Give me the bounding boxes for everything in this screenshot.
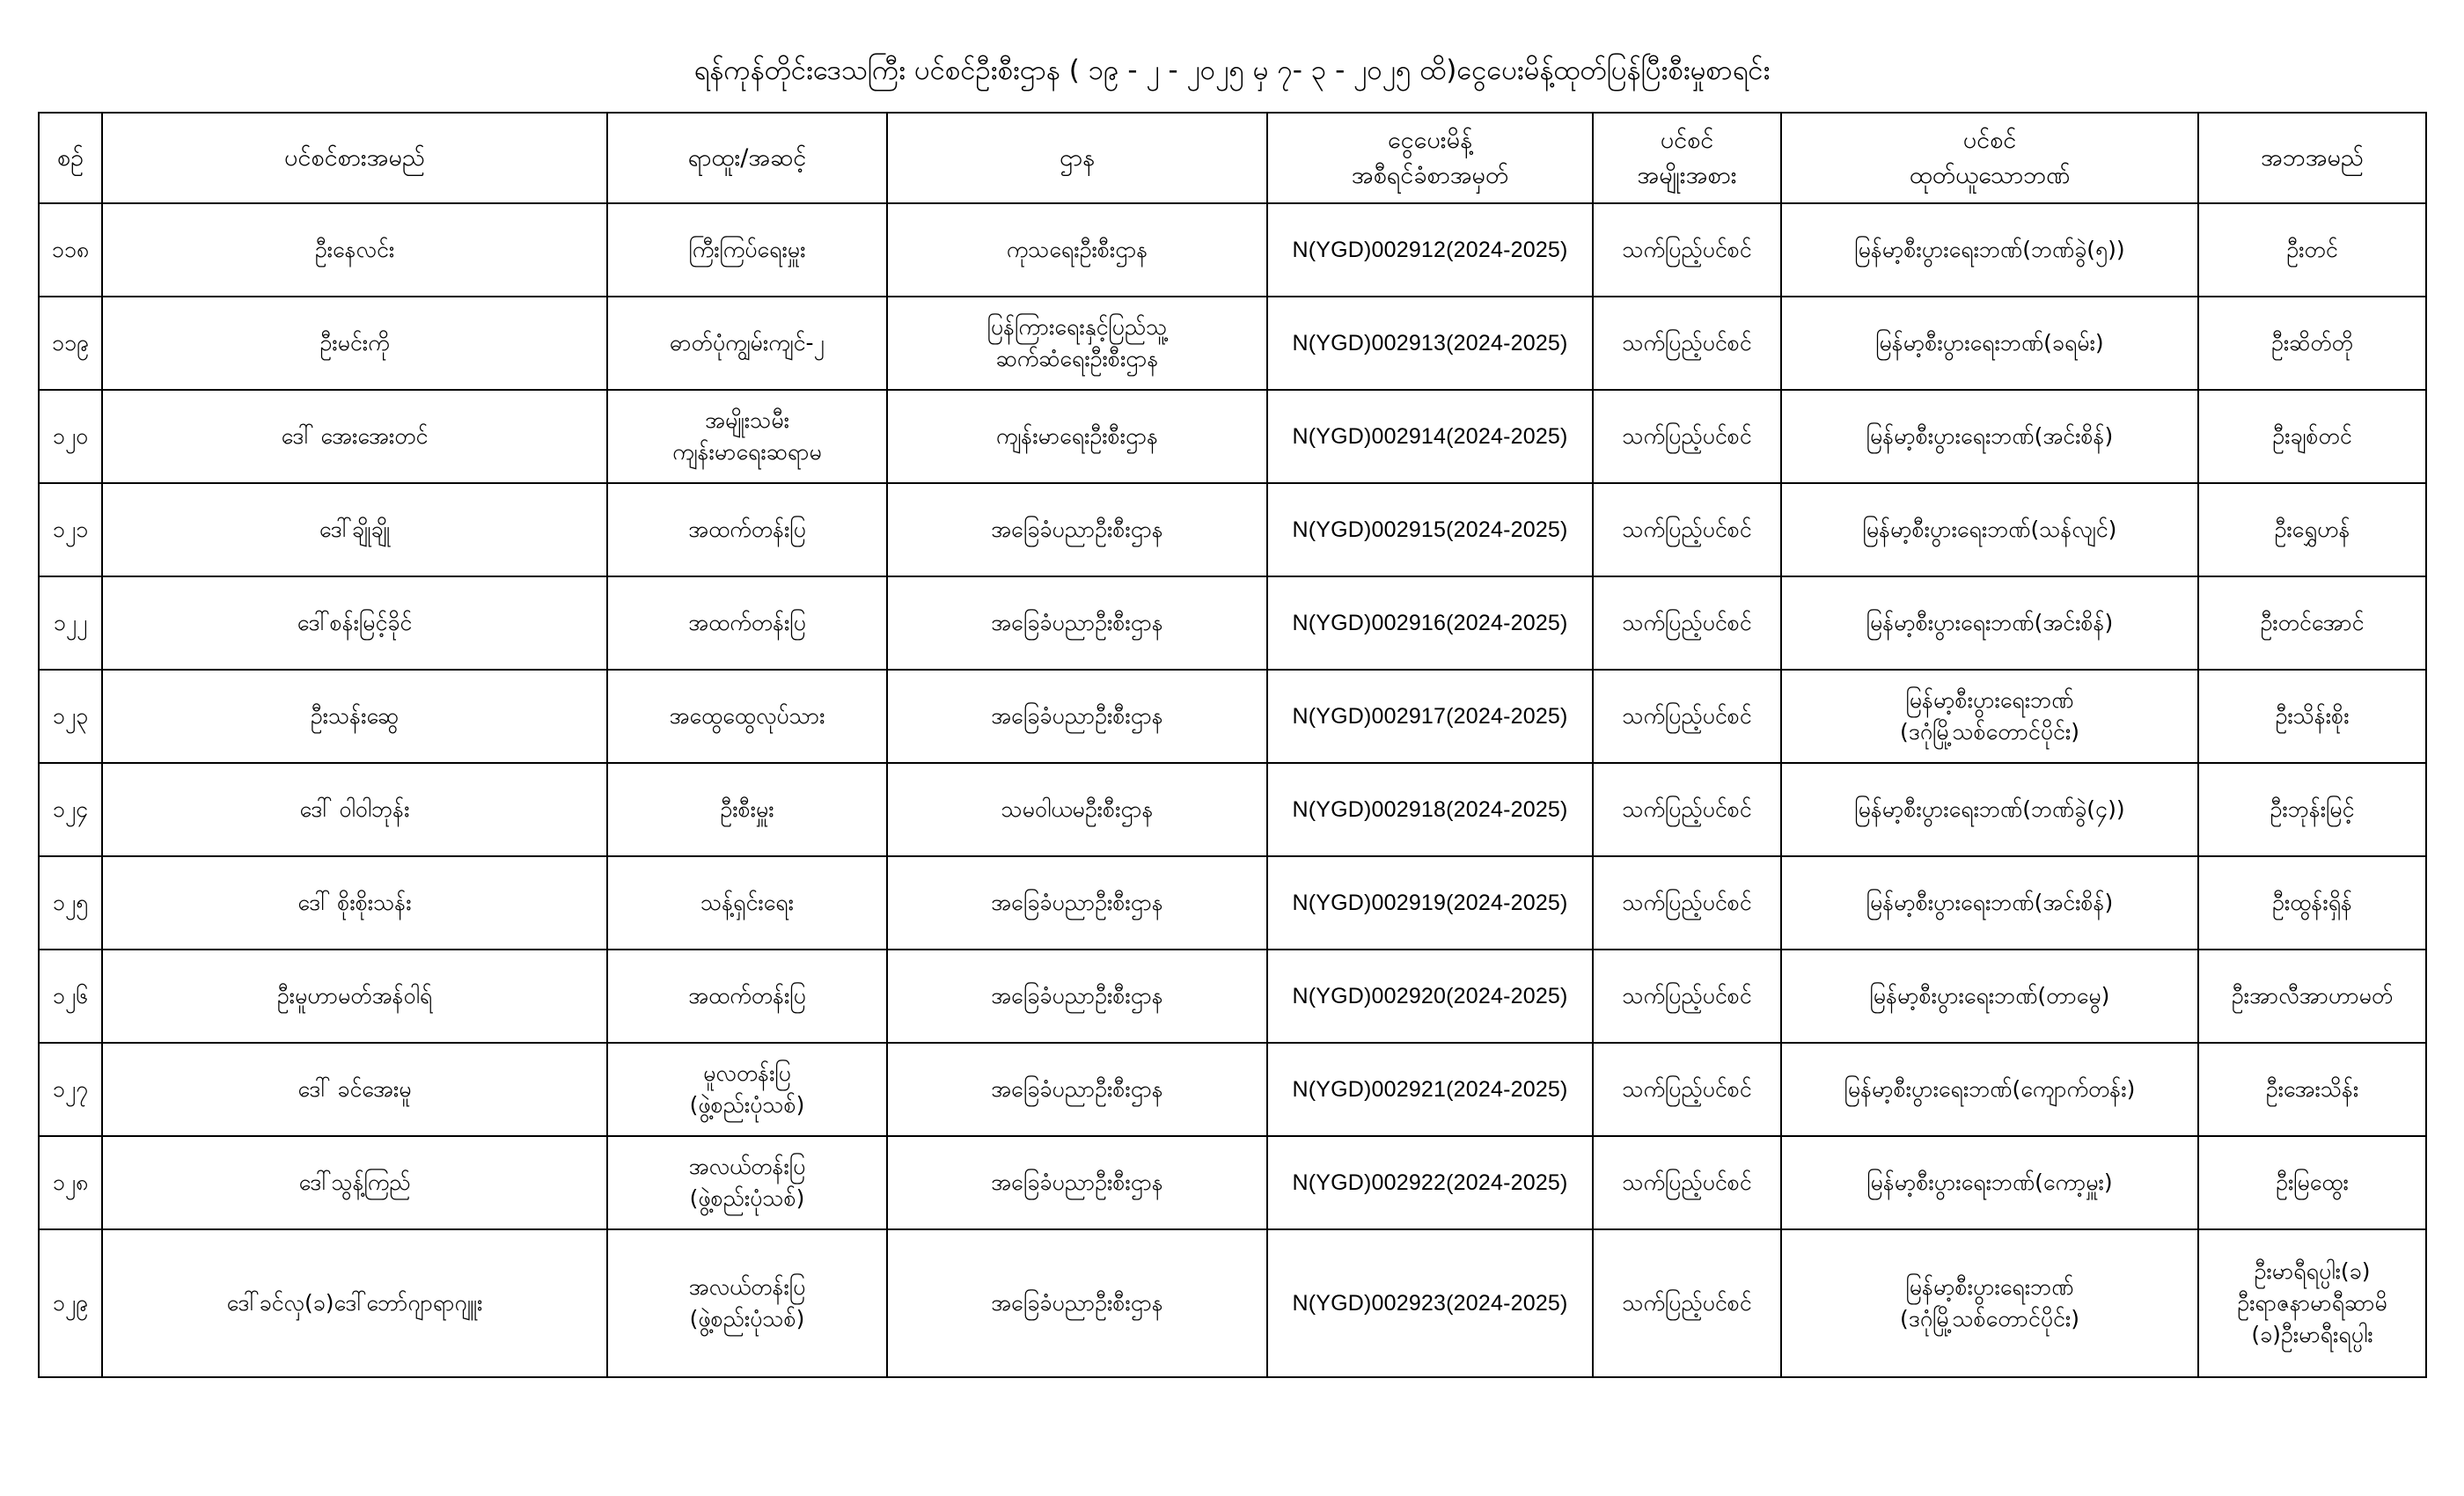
cell-father: ဦးတင် [2198,203,2426,297]
cell-department: ကုသရေးဦးစီးဌာန [887,203,1267,297]
cell-no: ၁၂၃ [39,670,102,763]
cell-pension-type: သက်ပြည့်ပင်စင် [1593,1136,1781,1229]
cell-pension-type: သက်ပြည့်ပင်စင် [1593,856,1781,950]
cell-pension-type: သက်ပြည့်ပင်စင် [1593,950,1781,1043]
cell-order-no: N(YGD)002918(2024-2025) [1267,763,1593,856]
cell-no: ၁၂၉ [39,1229,102,1377]
cell-bank: မြန်မာ့စီးပွားရေးဘဏ်(ကျောက်တန်း) [1781,1043,2198,1136]
cell-department: အခြေခံပညာဦးစီးဌာန [887,576,1267,670]
cell-rank: အထက်တန်းပြ [607,576,887,670]
table-row [39,763,2426,856]
header-pensioner: ပင်စင်စားအမည် [102,113,607,203]
cell-rank: မူလတန်းပြ (ဖွဲ့စည်းပုံသစ်) [607,1043,887,1136]
cell-order-no: N(YGD)002919(2024-2025) [1267,856,1593,950]
cell-pensioner: ဒေါ် ဝါဝါဘုန်း [102,763,607,856]
cell-father: ဦးဆိတ်တို [2198,297,2426,390]
cell-rank: အလယ်တန်းပြ (ဖွဲ့စည်းပုံသစ်) [607,1229,887,1377]
cell-order-no: N(YGD)002920(2024-2025) [1267,950,1593,1043]
cell-father: ဦးချစ်တင် [2198,390,2426,483]
cell-bank: မြန်မာ့စီးပွားရေးဘဏ်(တာမွေ) [1781,950,2198,1043]
cell-pensioner: ဒေါ်စန်းမြင့်ခိုင် [102,576,607,670]
cell-no: ၁၂၁ [39,483,102,576]
cell-department: အခြေခံပညာဦးစီးဌာန [887,483,1267,576]
cell-department: အခြေခံပညာဦးစီးဌာန [887,856,1267,950]
cell-order-no: N(YGD)002917(2024-2025) [1267,670,1593,763]
table-row [39,297,2426,390]
table-row [39,576,2426,670]
cell-father: ဦးဘုန်းမြင့် [2198,763,2426,856]
cell-pensioner: ဒေါ်ခင်လှ(ခ)ဒေါ်ဘော်ဂျာရာဂျူး [102,1229,607,1377]
cell-pension-type: သက်ပြည့်ပင်စင် [1593,390,1781,483]
cell-bank: မြန်မာ့စီးပွားရေးဘဏ်(ဘဏ်ခွဲ(၄)) [1781,763,2198,856]
cell-pensioner: ဒေါ် စိုးစိုးသန်း [102,856,607,950]
cell-pensioner: ဒေါ်သွန့်ကြည် [102,1136,607,1229]
cell-pensioner: ဦးမူဟာမတ်အန်ဝါရ် [102,950,607,1043]
header-no: စဉ် [39,113,102,203]
cell-father: ဦးမာရီရပ္ပါး(ခ) ဦးရာဇနာမာရီဆာမိ (ခ)ဦးမာရီးရပ္ပါး [2198,1229,2426,1377]
pension-table [38,112,2427,1378]
cell-no: ၁၂၄ [39,763,102,856]
table-row [39,856,2426,950]
header-order-no: ငွေပေးမိန့် အစီရင်ခံစာအမှတ် [1267,113,1593,203]
table-header-row [39,113,2426,203]
cell-no: ၁၂၂ [39,576,102,670]
cell-order-no: N(YGD)002916(2024-2025) [1267,576,1593,670]
cell-bank: မြန်မာ့စီးပွားရေးဘဏ်(အင်းစိန်) [1781,576,2198,670]
cell-bank: မြန်မာ့စီးပွားရေးဘဏ်(ကော့မှူး) [1781,1136,2198,1229]
cell-pensioner: ဦးနေလင်း [102,203,607,297]
cell-order-no: N(YGD)002915(2024-2025) [1267,483,1593,576]
table-row [39,950,2426,1043]
cell-department: အခြေခံပညာဦးစီးဌာန [887,1136,1267,1229]
cell-no: ၁၂၇ [39,1043,102,1136]
cell-rank: အထက်တန်းပြ [607,950,887,1043]
cell-rank: သန့်ရှင်းရေး [607,856,887,950]
cell-order-no: N(YGD)002912(2024-2025) [1267,203,1593,297]
page-title: ရန်ကုန်တိုင်းဒေသကြီး ပင်စင်ဦးစီးဌာန ( ၁၉ - ၂ - ၂၀၂၅ မှ ၇- ၃ - ၂၀၂၅ ထိ)ငွေပေးမိန့်ထုတ်ပြန်ပြီးစီးမှုစာရင်း [693,55,1771,86]
cell-pension-type: သက်ပြည့်ပင်စင် [1593,576,1781,670]
cell-father: ဦးထွန်းရှိန် [2198,856,2426,950]
cell-rank: အထွေထွေလုပ်သား [607,670,887,763]
cell-pensioner: ဦးမင်းကို [102,297,607,390]
table-row [39,483,2426,576]
cell-bank: မြန်မာ့စီးပွားရေးဘဏ်(သန်လျင်) [1781,483,2198,576]
cell-rank: အမျိုးသမီး ကျန်းမာရေးဆရာမ [607,390,887,483]
cell-bank: မြန်မာ့စီးပွားရေးဘဏ် (ဒဂုံမြို့သစ်တောင်ပိုင်း) [1781,1229,2198,1377]
cell-father: ဦးမြထွေး [2198,1136,2426,1229]
cell-bank: မြန်မာ့စီးပွားရေးဘဏ်(ခရမ်း) [1781,297,2198,390]
cell-department: အခြေခံပညာဦးစီးဌာန [887,950,1267,1043]
cell-bank: မြန်မာ့စီးပွားရေးဘဏ်(အင်းစိန်) [1781,856,2198,950]
cell-department: ပြန်ကြားရေးနှင့်ပြည်သူ့ ဆက်ဆံရေးဦးစီးဌာန [887,297,1267,390]
cell-department: ကျန်းမာရေးဦးစီးဌာန [887,390,1267,483]
cell-father: ဦးတင်အောင် [2198,576,2426,670]
header-father: အဘအမည် [2198,113,2426,203]
cell-department: အခြေခံပညာဦးစီးဌာန [887,1043,1267,1136]
cell-rank: ဦးစီးမှူး [607,763,887,856]
cell-rank: ဓာတ်ပုံကျွမ်းကျင်-၂ [607,297,887,390]
cell-order-no: N(YGD)002922(2024-2025) [1267,1136,1593,1229]
cell-pension-type: သက်ပြည့်ပင်စင် [1593,203,1781,297]
cell-no: ၁၂၆ [39,950,102,1043]
table-row [39,203,2426,297]
table-row [39,1136,2426,1229]
cell-bank: မြန်မာ့စီးပွားရေးဘဏ်(အင်းစိန်) [1781,390,2198,483]
cell-no: ၁၂၀ [39,390,102,483]
table-row [39,670,2426,763]
cell-pension-type: သက်ပြည့်ပင်စင် [1593,483,1781,576]
cell-pension-type: သက်ပြည့်ပင်စင် [1593,297,1781,390]
cell-no: ၁၂၅ [39,856,102,950]
table-row [39,1043,2426,1136]
header-rank: ရာထူး/အဆင့် [607,113,887,203]
cell-pensioner: ဒေါ် အေးအေးတင် [102,390,607,483]
header-pension-type: ပင်စင် အမျိုးအစား [1593,113,1781,203]
cell-no: ၁၁၉ [39,297,102,390]
cell-father: ဦးရွှေဟန် [2198,483,2426,576]
cell-rank: အထက်တန်းပြ [607,483,887,576]
cell-pensioner: ဦးသန်းဆွေ [102,670,607,763]
table-row [39,1229,2426,1377]
cell-no: ၁၂၈ [39,1136,102,1229]
cell-order-no: N(YGD)002914(2024-2025) [1267,390,1593,483]
cell-no: ၁၁၈ [39,203,102,297]
cell-pensioner: ဒေါ် ခင်အေးမူ [102,1043,607,1136]
cell-bank: မြန်မာ့စီးပွားရေးဘဏ်(ဘဏ်ခွဲ(၅)) [1781,203,2198,297]
cell-rank: ကြီးကြပ်ရေးမှူး [607,203,887,297]
header-department: ဌာန [887,113,1267,203]
cell-father: ဦးအေးသိန်း [2198,1043,2426,1136]
cell-father: ဦးသိန်းစိုး [2198,670,2426,763]
cell-pension-type: သက်ပြည့်ပင်စင် [1593,763,1781,856]
cell-department: သမဝါယမဦးစီးဌာန [887,763,1267,856]
table-row [39,390,2426,483]
cell-father: ဦးအာလီအာဟာမတ် [2198,950,2426,1043]
header-bank: ပင်စင် ထုတ်ယူသောဘဏ် [1781,113,2198,203]
cell-pension-type: သက်ပြည့်ပင်စင် [1593,1229,1781,1377]
cell-order-no: N(YGD)002923(2024-2025) [1267,1229,1593,1377]
cell-pensioner: ဒေါ်ချိုချို [102,483,607,576]
cell-pension-type: သက်ပြည့်ပင်စင် [1593,1043,1781,1136]
cell-order-no: N(YGD)002921(2024-2025) [1267,1043,1593,1136]
cell-order-no: N(YGD)002913(2024-2025) [1267,297,1593,390]
cell-rank: အလယ်တန်းပြ (ဖွဲ့စည်းပုံသစ်) [607,1136,887,1229]
cell-bank: မြန်မာ့စီးပွားရေးဘဏ် (ဒဂုံမြို့သစ်တောင်ပိုင်း) [1781,670,2198,763]
cell-pension-type: သက်ပြည့်ပင်စင် [1593,670,1781,763]
cell-department: အခြေခံပညာဦးစီးဌာန [887,1229,1267,1377]
cell-department: အခြေခံပညာဦးစီးဌာန [887,670,1267,763]
